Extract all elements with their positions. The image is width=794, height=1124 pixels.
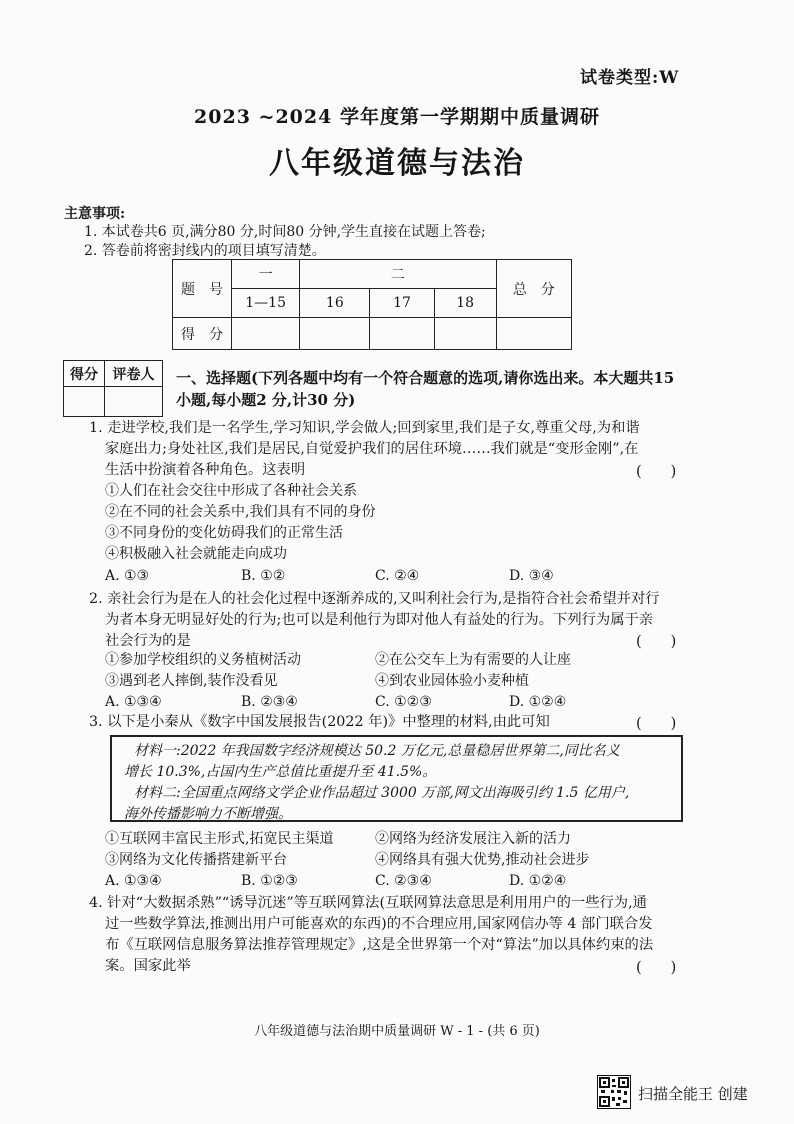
paper-type: 试卷类型:W — [580, 68, 680, 88]
grader-reviewer-cell[interactable] — [105, 387, 163, 417]
question-stem-line: 为者本身无明显好处的行为;也可以是利他行为即对他人有益处的行为。下列行为属于亲 — [105, 612, 654, 628]
option-line: ③网络为文化传播搭建新平台 — [105, 852, 287, 868]
score-table-col: 18 — [434, 289, 496, 318]
question-stem-line: 1. 走进学校,我们是一名学生,学习知识,学会做人;回到家里,我们是子女,尊重父母,为和谐 — [89, 420, 640, 436]
question-stem-line: 生活中扮演着各种角色。这表明 — [105, 462, 306, 478]
answer-paren[interactable]: ( ) — [636, 634, 677, 650]
choice-a[interactable]: A. ①③④ — [105, 694, 162, 710]
material-line: 海外传播影响力不断增强。 — [124, 806, 292, 822]
score-table-part2: 二 — [300, 260, 496, 289]
grader-score-label: 得分 — [64, 361, 105, 387]
score-table-col: 1—15 — [232, 289, 300, 318]
question-stem-line: 案。国家此举 — [105, 958, 191, 974]
answer-paren[interactable]: ( ) — [636, 716, 677, 732]
score-table-part1: 一 — [232, 260, 300, 289]
option-line: ①互联网丰富民主形式,拓宽民主渠道 — [105, 831, 334, 847]
choice-c[interactable]: C. ①②③ — [375, 694, 432, 710]
choice-c[interactable]: C. ②④ — [375, 568, 420, 584]
option-line: ④积极融入社会就能走向成功 — [105, 546, 287, 562]
grader-reviewer-label: 评卷人 — [105, 361, 163, 387]
option-line: ②网络为经济发展注入新的活力 — [375, 831, 571, 847]
score-table-row-label: 题 号 — [173, 260, 232, 318]
score-table — [172, 259, 572, 350]
option-line: ③遇到老人摔倒,装作没看见 — [105, 673, 278, 689]
choice-a[interactable]: A. ①③④ — [105, 873, 162, 889]
score-cell[interactable] — [370, 318, 434, 350]
score-cell[interactable] — [232, 318, 300, 350]
question-stem-line: 家庭出力;身处社区,我们是居民,自觉爱护我们的居住环境……我们就是“变形金刚”,在 — [105, 441, 639, 457]
question-stem-line: 社会行为的是 — [105, 633, 191, 649]
score-table-total: 总 分 — [496, 260, 571, 318]
section-heading — [176, 367, 706, 411]
answer-paren[interactable]: ( ) — [636, 464, 677, 480]
grader-box — [63, 360, 163, 417]
option-line: ②在不同的社会关系中,我们具有不同的身份 — [105, 504, 376, 520]
choice-c[interactable]: C. ②③④ — [375, 873, 432, 889]
note-item: 1. 本试卷共6 页,满分80 分,时间80 分钟,学生直接在试题上答卷; — [84, 224, 486, 240]
note-item: 2. 答卷前将密封线内的项目填写清楚。 — [84, 243, 326, 259]
notes-heading: 主意事项: — [64, 206, 126, 222]
choice-d[interactable]: D. ①②④ — [509, 694, 567, 710]
question-stem-line: 过一些数学算法,推测出用户可能喜欢的东西)的不合理应用,国家网信办等 4 部门联合发 — [105, 916, 653, 932]
answer-paren[interactable]: ( ) — [636, 960, 677, 976]
scanner-watermark: 扫描全能王 创建 — [638, 1085, 748, 1103]
choice-a[interactable]: A. ①③ — [105, 568, 150, 584]
option-line: ①人们在社会交往中形成了各种社会关系 — [105, 483, 357, 499]
qr-code-icon — [597, 1075, 631, 1109]
option-line: ④网络具有强大优势,推动社会进步 — [375, 852, 590, 868]
choice-d[interactable]: D. ①②④ — [509, 873, 567, 889]
question-3-stem: 3. 以下是小秦从《数字中国发展报告(2022 年)》中整理的材料,由此可知 — [89, 714, 550, 730]
question-stem-line: 2. 亲社会行为是在人的社会化过程中逐渐养成的,又叫利社会行为,是指符合社会希望并对行 — [89, 591, 660, 607]
material-line: 材料一:2022 年我国数字经济规模达 50.2 万亿元,总量稳居世界第二,同比名义 — [134, 743, 620, 759]
page-footer: 八年级道德与法治期中质量调研 W - 1 - (共 6 页) — [254, 1024, 540, 1039]
option-line: ④到农业园体验小麦种植 — [375, 673, 529, 689]
exam-title: 2023 ~2024 学年度第一学期期中质量调研 — [194, 106, 600, 128]
grader-score-cell[interactable] — [64, 387, 105, 417]
choice-b[interactable]: B. ②③④ — [241, 694, 298, 710]
score-table-row-label: 得 分 — [173, 318, 232, 350]
material-line: 材料二:全国重点网络文学企业作品超过 3000 万部,网文出海吸引约 1.5 亿用户, — [134, 785, 630, 801]
choice-b[interactable]: B. ①② — [241, 568, 286, 584]
question-stem-line: 4. 针对“大数据杀熟”“诱导沉迷”等互联网算法(互联网算法意思是利用用户的一些行为,通 — [89, 895, 647, 911]
section-heading-line: 一、选择题(下列各题中均有一个符合题意的选项,请你选出来。本大题共15 — [176, 369, 675, 387]
material-line: 增长 10.3%,占国内生产总值比重提升至 41.5%。 — [124, 764, 437, 780]
choice-d[interactable]: D. ③④ — [509, 568, 554, 584]
choice-b[interactable]: B. ①②③ — [241, 873, 298, 889]
question-2 — [89, 589, 689, 652]
question-1 — [89, 418, 689, 481]
option-line: ①参加学校组织的义务植树活动 — [105, 652, 301, 668]
question-4 — [89, 893, 689, 977]
score-cell[interactable] — [496, 318, 571, 350]
material-box — [110, 735, 683, 822]
subject-title: 八年级道德与法治 — [269, 146, 525, 181]
score-cell[interactable] — [300, 318, 370, 350]
section-heading-line: 小题,每小题2 分,计30 分) — [176, 391, 356, 409]
score-table-col: 16 — [300, 289, 370, 318]
option-line: ②在公交车上为有需要的人让座 — [375, 652, 571, 668]
question-stem-line: 布《互联网信息服务算法推荐管理规定》,这是全世界第一个对“算法”加以具体约束的法 — [105, 937, 654, 953]
score-cell[interactable] — [434, 318, 496, 350]
option-line: ③不同身份的变化妨碍我们的正常生活 — [105, 525, 343, 541]
score-table-col: 17 — [370, 289, 434, 318]
